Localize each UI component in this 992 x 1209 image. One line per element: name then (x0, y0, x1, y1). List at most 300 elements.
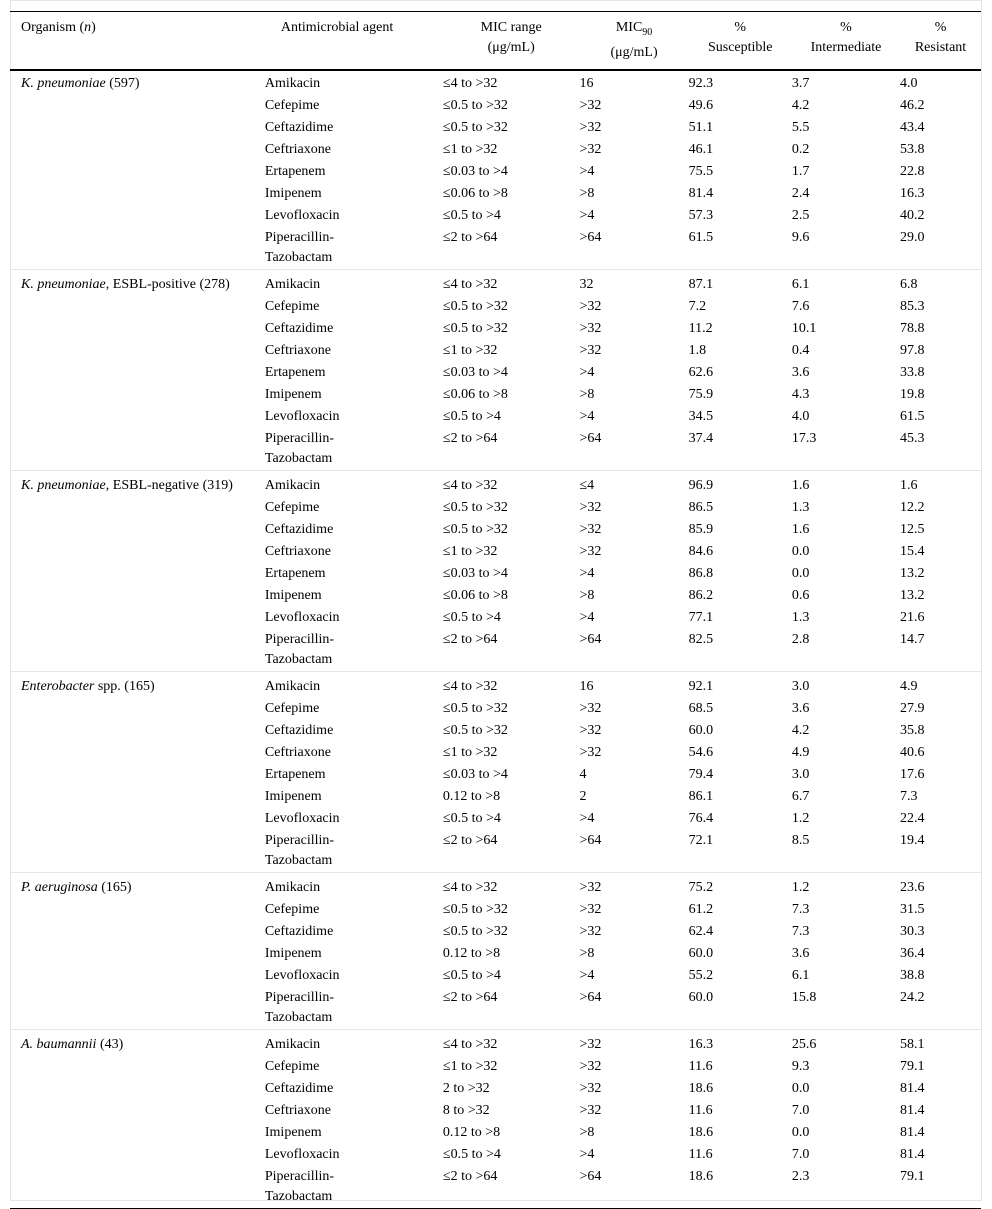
table-row (10, 943, 981, 965)
resistant-cell: 13.2 (900, 587, 925, 603)
agent-cell: Amikacin (265, 470, 443, 497)
susceptible-cell: 11.6 (688, 1146, 713, 1162)
organism-cell (10, 384, 265, 406)
intermediate-cell: 9.6 (791, 229, 810, 245)
susceptible-cell: 75.9 (688, 386, 714, 402)
mic-range-cell: ≤2 to >64 (442, 229, 498, 245)
agent-cell: Ceftazidime (264, 521, 334, 537)
resistant-cell: 85.3 (900, 298, 925, 314)
resistant-cell: 53.8 (900, 141, 925, 157)
resistant-cell: 19.8 (900, 386, 925, 402)
mic90-cell: 16 (579, 671, 688, 698)
intermediate-cell: 3.0 (792, 671, 900, 698)
mic90-cell: >64 (579, 989, 602, 1005)
mic-susceptibility-table (10, 11, 981, 1209)
mic-range-cell: ≤0.06 to >8 (442, 386, 508, 402)
table-row (10, 139, 981, 161)
resistant-cell: 79.1 (900, 1166, 981, 1209)
resistant-cell: 16.3 (900, 185, 925, 201)
susceptible-cell: 82.5 (688, 631, 714, 647)
mic90-cell: 4 (579, 766, 587, 782)
table-row (10, 497, 981, 519)
susceptible-cell: 46.1 (688, 141, 714, 157)
table-body (10, 70, 981, 1209)
mic90-cell: >32 (579, 700, 602, 716)
table-row (10, 470, 981, 497)
mic-range-cell: ≤4 to >32 (443, 1029, 580, 1056)
table-row (10, 585, 981, 607)
mic-range-cell: ≤4 to >32 (443, 470, 580, 497)
intermediate-cell: 3.6 (791, 364, 810, 380)
susceptible-cell: 11.6 (688, 1102, 713, 1118)
intermediate-cell: 2.5 (791, 207, 810, 223)
organism-cell (10, 541, 265, 563)
organism-cell (10, 921, 265, 943)
agent-cell: Amikacin (265, 269, 443, 296)
intermediate-cell: 6.1 (791, 967, 810, 983)
intermediate-cell: 8.5 (791, 832, 810, 848)
agent-cell: Cefepime (264, 1058, 320, 1074)
header-mic-range: MIC range (μg/mL) (480, 20, 542, 55)
resistant-cell: 38.8 (900, 967, 925, 983)
resistant-cell: 81.4 (900, 1080, 925, 1096)
mic90-cell: >64 (579, 229, 602, 245)
intermediate-cell: 1.3 (791, 609, 810, 625)
organism-cell (10, 1029, 265, 1056)
resistant-cell: 22.8 (900, 163, 925, 179)
agent-cell: Ceftriaxone (264, 744, 331, 760)
susceptible-cell: 85.9 (688, 521, 714, 537)
organism-cell (10, 1122, 265, 1144)
intermediate-cell: 10.1 (791, 320, 817, 336)
table-row (10, 1029, 981, 1056)
resistant-cell: 21.6 (900, 609, 925, 625)
susceptible-cell: 86.2 (688, 587, 714, 603)
table-header (10, 12, 981, 70)
table-row (10, 607, 981, 629)
mic-range-cell: ≤0.03 to >4 (442, 766, 508, 782)
intermediate-cell: 4.9 (791, 744, 810, 760)
table-row (10, 384, 981, 406)
table-row (10, 1078, 981, 1100)
organism-cell (10, 607, 265, 629)
resistant-cell: 24.2 (900, 989, 925, 1005)
susceptible-cell: 60.0 (688, 945, 714, 961)
susceptible-cell: 62.4 (688, 923, 714, 939)
organism-detail: , ESBL-positive (278) (105, 276, 230, 292)
mic-range-cell: ≤2 to >64 (443, 1166, 580, 1209)
mic90-cell: >32 (579, 342, 602, 358)
intermediate-cell: 3.6 (791, 700, 810, 716)
mic-range-cell: ≤1 to >32 (442, 744, 498, 760)
intermediate-cell: 1.2 (792, 872, 900, 899)
susceptible-cell: 84.6 (688, 543, 714, 559)
organism-cell (10, 720, 265, 742)
susceptible-cell: 7.2 (688, 298, 707, 314)
mic-range-cell: ≤0.5 to >32 (442, 320, 508, 336)
intermediate-cell: 2.8 (791, 631, 810, 647)
intermediate-cell: 1.2 (791, 810, 810, 826)
agent-cell: Levofloxacin (264, 967, 340, 983)
resistant-cell: 4.9 (900, 671, 981, 698)
agent-cell: Piperacillin- Tazobactam (264, 989, 335, 1025)
susceptible-cell: 51.1 (688, 119, 714, 135)
resistant-cell: 12.5 (900, 521, 925, 537)
table-row (10, 161, 981, 183)
agent-cell: Cefepime (264, 97, 320, 113)
mic-range-cell: ≤0.5 to >32 (442, 521, 508, 537)
mic-range-cell: ≤0.5 to >32 (442, 722, 508, 738)
mic90-cell: >32 (579, 1080, 602, 1096)
mic90-cell: >32 (579, 97, 602, 113)
table-row (10, 519, 981, 541)
organism-cell (10, 227, 265, 270)
table-row (10, 965, 981, 987)
table-row (10, 629, 981, 672)
intermediate-cell: 3.6 (791, 945, 810, 961)
table-row (10, 808, 981, 830)
mic-range-cell: ≤0.5 to >4 (442, 967, 501, 983)
resistant-cell: 15.4 (900, 543, 925, 559)
mic-range-cell: ≤0.06 to >8 (442, 185, 508, 201)
mic-range-cell: ≤0.5 to >32 (442, 499, 508, 515)
mic-range-cell: ≤0.5 to >4 (442, 609, 501, 625)
mic-range-cell: ≤1 to >32 (442, 141, 498, 157)
mic90-cell: >4 (579, 408, 595, 424)
mic90-cell: >32 (579, 499, 602, 515)
susceptible-cell: 79.4 (688, 766, 714, 782)
susceptible-cell: 61.5 (688, 229, 714, 245)
susceptible-cell: 81.4 (688, 185, 714, 201)
mic-range-cell: ≤0.5 to >4 (442, 810, 501, 826)
resistant-cell: 23.6 (900, 872, 981, 899)
organism-cell (10, 269, 265, 296)
organism-cell (10, 340, 265, 362)
mic90-cell: 32 (579, 269, 688, 296)
susceptible-cell: 49.6 (688, 97, 714, 113)
table-row (10, 563, 981, 585)
agent-cell: Ceftriaxone (264, 543, 331, 559)
intermediate-cell: 2.4 (791, 185, 810, 201)
mic90-cell: ≤4 (579, 470, 688, 497)
intermediate-cell: 17.3 (791, 430, 817, 446)
mic-range-cell: ≤0.5 to >4 (442, 1146, 501, 1162)
mic-range-cell: ≤0.5 to >32 (442, 119, 508, 135)
susceptible-cell: 54.6 (688, 744, 714, 760)
mic-range-cell: ≤2 to >64 (442, 832, 498, 848)
mic-range-cell: ≤0.03 to >4 (442, 364, 508, 380)
susceptible-cell: 72.1 (688, 832, 714, 848)
header-susceptible: % Susceptible (707, 20, 773, 55)
resistant-cell: 78.8 (900, 320, 925, 336)
susceptible-cell: 86.5 (688, 499, 714, 515)
susceptible-cell: 62.6 (688, 364, 714, 380)
agent-cell: Piperacillin- Tazobactam (264, 430, 335, 466)
resistant-cell: 40.6 (900, 744, 925, 760)
intermediate-cell: 0.0 (791, 565, 810, 581)
mic90-cell: >8 (579, 185, 595, 201)
resistant-cell: 46.2 (900, 97, 925, 113)
susceptible-cell: 18.6 (689, 1166, 792, 1209)
organism-cell (10, 786, 265, 808)
organism-cell (10, 362, 265, 384)
agent-cell: Ertapenem (264, 565, 326, 581)
header-organism: Organism (n) (21, 20, 96, 35)
organism-cell (10, 205, 265, 227)
mic-range-cell: 0.12 to >8 (442, 1124, 501, 1140)
intermediate-cell: 9.3 (791, 1058, 810, 1074)
susceptible-cell: 92.1 (689, 671, 792, 698)
intermediate-cell: 4.2 (791, 97, 810, 113)
mic-range-cell: ≤0.03 to >4 (442, 163, 508, 179)
agent-cell: Cefepime (264, 700, 320, 716)
agent-cell: Piperacillin- Tazobactam (264, 229, 335, 265)
table-row (10, 830, 981, 873)
intermediate-cell: 25.6 (792, 1029, 900, 1056)
mic-range-cell: ≤4 to >32 (443, 872, 580, 899)
mic90-cell: >32 (579, 119, 602, 135)
resistant-cell: 40.2 (900, 207, 925, 223)
mic90-cell: >32 (579, 923, 602, 939)
susceptible-cell: 34.5 (688, 408, 714, 424)
agent-cell: Levofloxacin (264, 609, 340, 625)
susceptible-cell: 11.6 (688, 1058, 713, 1074)
organism-cell (10, 1078, 265, 1100)
table-row (10, 318, 981, 340)
mic-range-cell: ≤4 to >32 (443, 269, 580, 296)
mic90-cell: >4 (579, 810, 595, 826)
intermediate-cell: 3.0 (791, 766, 810, 782)
agent-cell: Imipenem (264, 788, 322, 804)
organism-cell (10, 872, 265, 899)
susceptible-cell: 18.6 (688, 1124, 714, 1140)
mic-range-cell: ≤0.5 to >32 (442, 923, 508, 939)
table-row (10, 698, 981, 720)
mic-range-cell: ≤0.5 to >32 (442, 97, 508, 113)
resistant-cell: 13.2 (900, 565, 925, 581)
organism-cell (10, 70, 265, 95)
resistant-cell: 43.4 (900, 119, 925, 135)
mic90-cell: >32 (579, 521, 602, 537)
intermediate-cell: 0.2 (791, 141, 810, 157)
table-row (10, 764, 981, 786)
intermediate-cell: 4.2 (791, 722, 810, 738)
intermediate-cell: 0.0 (791, 543, 810, 559)
agent-cell: Piperacillin- Tazobactam (264, 832, 335, 868)
intermediate-cell: 0.0 (791, 1124, 810, 1140)
table-row (10, 1144, 981, 1166)
header-agent: Antimicrobial agent (280, 20, 394, 35)
table-row (10, 786, 981, 808)
mic90-cell: >32 (579, 141, 602, 157)
mic90-cell: >32 (579, 543, 602, 559)
organism-cell (10, 1100, 265, 1122)
table-row (10, 296, 981, 318)
mic90-cell: >64 (579, 1166, 688, 1209)
agent-cell: Ceftriaxone (264, 1102, 331, 1118)
susceptible-cell: 86.8 (688, 565, 714, 581)
agent-cell: Levofloxacin (264, 207, 340, 223)
mic90-cell: >4 (579, 1146, 595, 1162)
agent-cell: Ceftazidime (264, 119, 334, 135)
header-intermediate: % Intermediate (810, 20, 882, 55)
table-row (10, 921, 981, 943)
organism-cell (10, 406, 265, 428)
organism-name: P. aeruginosa (21, 879, 98, 895)
resistant-cell: 12.2 (900, 499, 925, 515)
mic-range-cell: ≤1 to >32 (442, 543, 498, 559)
organism-cell (10, 183, 265, 205)
mic90-cell: >8 (579, 1124, 595, 1140)
table-row (10, 1166, 981, 1209)
organism-cell (10, 95, 265, 117)
mic90-cell: >32 (579, 320, 602, 336)
intermediate-cell: 15.8 (791, 989, 817, 1005)
organism-cell (10, 1166, 265, 1209)
intermediate-cell: 5.5 (791, 119, 810, 135)
intermediate-cell: 7.6 (791, 298, 810, 314)
mic90-cell: >4 (579, 609, 595, 625)
organism-cell (10, 497, 265, 519)
mic-range-cell: 0.12 to >8 (442, 945, 501, 961)
table-row (10, 428, 981, 471)
intermediate-cell: 1.3 (791, 499, 810, 515)
susceptible-cell: 18.6 (688, 1080, 714, 1096)
table-row (10, 899, 981, 921)
mic-range-cell: 8 to >32 (442, 1102, 490, 1118)
organism-cell (10, 698, 265, 720)
intermediate-cell: 6.1 (792, 269, 900, 296)
mic90-cell: >8 (579, 386, 595, 402)
susceptible-cell: 37.4 (688, 430, 714, 446)
mic-range-cell: ≤2 to >64 (442, 989, 498, 1005)
table-row (10, 95, 981, 117)
susceptible-cell: 16.3 (689, 1029, 792, 1056)
agent-cell: Ertapenem (264, 766, 326, 782)
table-row (10, 406, 981, 428)
resistant-cell: 81.4 (900, 1102, 925, 1118)
mic90-cell: >32 (579, 1102, 602, 1118)
table-row (10, 205, 981, 227)
mic90-cell: >32 (579, 298, 602, 314)
mic90-cell: >64 (579, 832, 602, 848)
susceptible-cell: 68.5 (688, 700, 714, 716)
resistant-cell: 14.7 (900, 631, 925, 647)
susceptible-cell: 60.0 (688, 722, 714, 738)
organism-cell (10, 563, 265, 585)
susceptible-cell: 55.2 (688, 967, 714, 983)
resistant-cell: 81.4 (900, 1124, 925, 1140)
organism-cell (10, 139, 265, 161)
intermediate-cell: 7.0 (791, 1146, 810, 1162)
organism-cell (10, 1056, 265, 1078)
organism-cell (10, 808, 265, 830)
agent-cell: Ceftazidime (264, 1080, 334, 1096)
table-row (10, 872, 981, 899)
susceptible-cell: 77.1 (688, 609, 714, 625)
mic-range-cell: ≤0.5 to >4 (442, 207, 501, 223)
resistant-cell: 61.5 (900, 408, 925, 424)
organism-cell (10, 830, 265, 873)
intermediate-cell: 1.6 (792, 470, 900, 497)
organism-name: A. baumannii (21, 1036, 97, 1052)
susceptible-cell: 11.2 (688, 320, 713, 336)
mic90-cell: >4 (579, 207, 595, 223)
mic90-cell: >32 (579, 722, 602, 738)
organism-name: K. pneumoniae (21, 477, 106, 493)
organism-cell (10, 742, 265, 764)
organism-cell (10, 428, 265, 471)
mic-range-cell: ≤4 to >32 (443, 671, 580, 698)
resistant-cell: 17.6 (900, 766, 925, 782)
intermediate-cell: 6.7 (791, 788, 810, 804)
table-row (10, 1100, 981, 1122)
agent-cell: Ceftriaxone (264, 342, 331, 358)
table-row (10, 269, 981, 296)
table-row (10, 541, 981, 563)
organism-detail: (43) (96, 1036, 124, 1052)
susceptible-cell: 60.0 (688, 989, 714, 1005)
organism-name: K. pneumoniae (21, 75, 106, 91)
susceptible-cell: 87.1 (689, 269, 792, 296)
organism-detail: (165) (97, 879, 132, 895)
organism-detail: (597) (105, 75, 140, 91)
mic90-cell: >4 (579, 163, 595, 179)
agent-cell: Cefepime (264, 499, 320, 515)
resistant-cell: 4.0 (900, 75, 918, 91)
mic-range-cell: ≤0.5 to >32 (442, 700, 508, 716)
mic90-cell: 2 (579, 788, 587, 804)
agent-cell: Amikacin (265, 872, 443, 899)
organism-detail: spp. (165) (94, 678, 155, 694)
table-row (10, 987, 981, 1030)
susceptible-cell: 57.3 (688, 207, 714, 223)
intermediate-cell: 7.0 (791, 1102, 810, 1118)
mic-range-cell: ≤0.06 to >8 (442, 587, 508, 603)
resistant-cell: 22.4 (900, 810, 925, 826)
organism-cell (10, 764, 265, 786)
resistant-cell: 35.8 (900, 722, 925, 738)
mic-range-cell: 0.12 to >8 (442, 788, 501, 804)
agent-cell: Levofloxacin (264, 408, 340, 424)
mic-range-cell: ≤1 to >32 (442, 1058, 498, 1074)
agent-cell: Piperacillin- Tazobactam (264, 631, 335, 667)
mic-range-cell: ≤2 to >64 (442, 631, 498, 647)
organism-cell (10, 117, 265, 139)
mic90-cell: >32 (579, 1058, 602, 1074)
mic90-cell: 16 (579, 75, 594, 91)
mic90-cell: >8 (579, 945, 595, 961)
mic90-cell: >64 (579, 631, 602, 647)
mic-range-cell: ≤1 to >32 (442, 342, 498, 358)
mic90-cell: >32 (579, 872, 688, 899)
table-row (10, 183, 981, 205)
table-row (10, 340, 981, 362)
table-row (10, 362, 981, 384)
intermediate-cell: 0.4 (791, 342, 810, 358)
susceptible-cell: 61.2 (688, 901, 714, 917)
agent-cell: Ceftazidime (264, 923, 334, 939)
susceptible-cell: 92.3 (688, 75, 714, 91)
mic90-cell: >4 (579, 364, 595, 380)
agent-cell: Amikacin (265, 671, 443, 698)
resistant-cell: 33.8 (900, 364, 925, 380)
mic-range-cell: ≤0.03 to >4 (442, 565, 508, 581)
table-row (10, 742, 981, 764)
mic90-cell: >8 (579, 587, 595, 603)
organism-detail: , ESBL-negative (319) (105, 477, 233, 493)
mic-range-cell: ≤0.5 to >32 (442, 901, 508, 917)
